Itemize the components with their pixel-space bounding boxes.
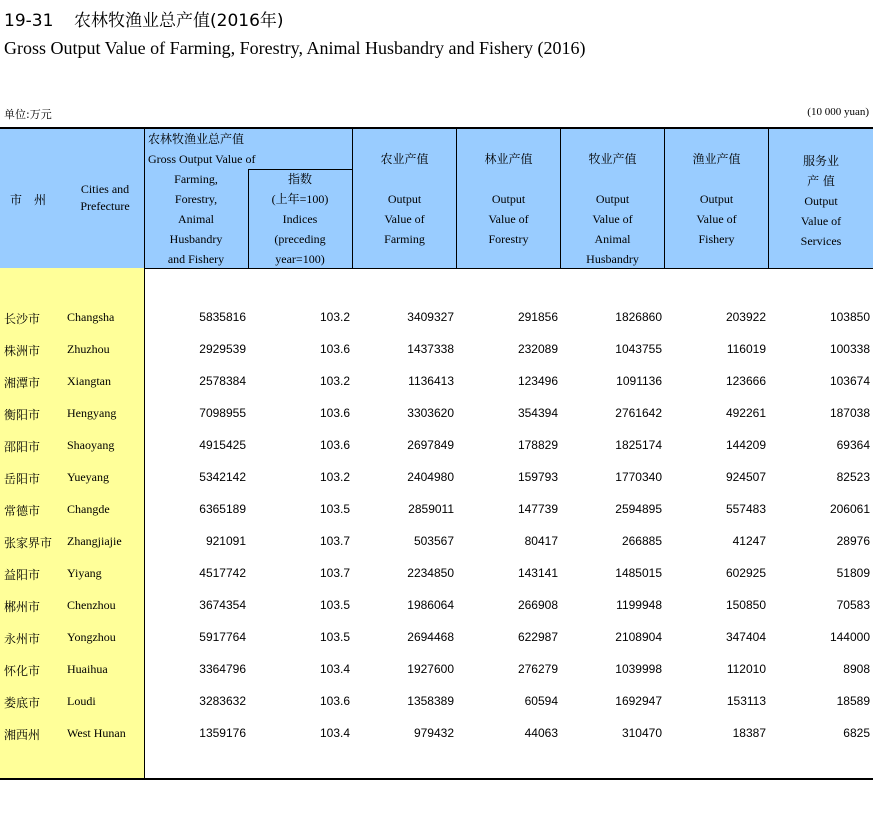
cell-farming: 3303620 [407,406,454,420]
header-animal-en-4: Husbandry [586,252,639,266]
cell-forestry: 143141 [517,566,558,580]
header-city-en-1: Cities and [80,182,130,196]
table-row [0,557,873,589]
header-divider [456,129,457,268]
header-services [769,129,873,268]
header-city-en [72,181,138,215]
cell-services: 206061 [829,502,870,516]
table-row [0,621,873,653]
unit-label-en: (10 000 yuan) [807,106,869,118]
table-header [0,127,873,268]
header-divider [664,129,665,268]
header-index-cn-2: (上年=100) [271,192,329,206]
cell-fishery: 203922 [725,310,766,324]
cell-forestry: 60594 [524,694,558,708]
cell-forestry: 80417 [524,534,558,548]
cell-animal: 1825174 [615,438,662,452]
header-services-en-3: Services [800,234,842,248]
header-index-en-2: (preceding [274,232,326,246]
cell-total: 4915425 [199,438,246,452]
table-row [0,461,873,493]
header-farming-en-2: Value of [384,212,425,226]
title-cn-text: 农林牧渔业总产值(2016年) [74,11,284,31]
city-name-cn: 湘潭市 [4,376,41,390]
cell-index: 103.7 [319,566,350,580]
cell-index: 103.2 [319,374,350,388]
cell-services: 69364 [836,438,870,452]
header-total-en-2: Farming, [174,172,218,186]
city-name-cn: 娄底市 [4,696,41,710]
header-fishery-en-3: Fishery [698,232,735,246]
cell-fishery: 41247 [732,534,766,548]
cell-index: 103.4 [319,662,350,676]
cell-animal: 1826860 [615,310,662,324]
header-services-cn-1: 服务业 [802,154,839,168]
header-fishery-cn: 渔业产值 [692,152,741,166]
city-name-cn: 张家界市 [4,536,53,550]
city-name-en: Chenzhou [67,598,116,612]
header-fishery [665,129,768,268]
cell-fishery: 112010 [726,662,766,676]
city-name-cn: 常德市 [4,504,41,518]
city-name-en: Xiangtan [67,374,111,388]
cell-services: 103850 [829,310,870,324]
cell-index: 103.6 [319,694,350,708]
cell-forestry: 622987 [517,630,558,644]
city-name-en: Yongzhou [67,630,116,644]
cell-total: 921091 [205,534,246,548]
cell-animal: 266885 [621,534,662,548]
cell-farming: 2404980 [407,470,454,484]
cell-services: 8908 [843,662,870,676]
header-total-en-rest [145,169,247,269]
cell-forestry: 123496 [517,374,558,388]
table-row [0,301,873,333]
page-title-en: Gross Output Value of Farming, Forestry, Animal Husbandry and Fishery (2016) [4,38,586,58]
header-divider [144,129,145,268]
header-index-en-3: year=100) [275,252,325,266]
header-divider [768,129,769,268]
cell-fishery: 492261 [725,406,766,420]
cell-index: 103.2 [319,470,350,484]
page-title-cn [4,6,284,31]
header-divider [248,169,249,268]
cell-index: 103.6 [319,342,350,356]
cell-animal: 1199948 [616,598,662,612]
cell-farming: 2859011 [408,502,454,516]
header-farming-en-1: Output [387,192,422,206]
header-forestry-en-2: Value of [488,212,529,226]
header-city-cn: 市 州 [10,193,47,207]
city-name-en: Zhuzhou [67,342,110,356]
cell-index: 103.5 [319,630,350,644]
cell-farming: 2234850 [407,566,454,580]
header-forestry-en-3: Forestry [488,232,529,246]
header-services-en-1: Output [804,194,838,208]
cell-animal: 1039998 [615,662,662,676]
cell-animal: 310470 [621,726,662,740]
table-row [0,365,873,397]
cell-total: 4517742 [199,566,246,580]
header-divider [352,129,353,268]
cell-forestry: 354394 [517,406,558,420]
header-fishery-en-2: Value of [696,212,737,226]
header-farming-cn: 农业产值 [380,152,429,166]
city-name-cn: 郴州市 [4,600,41,614]
cell-farming: 503567 [413,534,454,548]
header-services-cn-2: 产 值 [807,174,835,188]
header-animal-en-2: Value of [592,212,633,226]
table-row [0,685,873,717]
header-animal-en-3: Animal [594,232,631,246]
cell-farming: 1358389 [407,694,454,708]
cell-farming: 2697849 [407,438,454,452]
cell-animal: 1091136 [616,374,662,388]
cell-total: 6365189 [199,502,246,516]
table-row [0,333,873,365]
cell-animal: 1692947 [615,694,662,708]
cell-farming: 2694468 [407,630,454,644]
cell-animal: 1043755 [615,342,662,356]
cell-farming: 3409327 [407,310,454,324]
cell-total: 3674354 [199,598,246,612]
header-total-en-4: Animal [178,212,214,226]
cell-total: 5835816 [199,310,246,324]
city-name-cn: 株洲市 [4,344,41,358]
cell-index: 103.2 [319,310,350,324]
header-city-en-2: Prefecture [80,199,130,213]
city-name-en: Huaihua [67,662,108,676]
city-name-cn: 湘西州 [4,728,41,742]
cell-fishery: 924507 [725,470,766,484]
header-animal [561,129,664,268]
table-row [0,589,873,621]
cell-farming: 1136413 [408,374,454,388]
header-farming [353,129,456,268]
header-forestry-en-1: Output [491,192,526,206]
city-name-en: Yiyang [67,566,102,580]
cell-total: 2578384 [199,374,246,388]
city-name-cn: 永州市 [4,632,41,646]
header-services-en-2: Value of [800,214,842,228]
cell-index: 103.7 [319,534,350,548]
cell-fishery: 123666 [725,374,766,388]
cell-animal: 2594895 [615,502,662,516]
city-name-en: Loudi [67,694,96,708]
header-animal-cn: 牧业产值 [588,152,637,166]
header-divider [560,129,561,268]
header-total-en-5: Husbandry [169,232,223,246]
table-bottom-rule [0,778,873,780]
cell-fishery: 18387 [732,726,766,740]
table-row [0,525,873,557]
cell-services: 51809 [836,566,870,580]
cell-forestry: 147739 [517,502,558,516]
cell-index: 103.5 [319,598,350,612]
cell-total: 5342142 [199,470,246,484]
header-index [248,169,352,268]
header-city [0,129,144,268]
cell-animal: 2761642 [615,406,662,420]
cell-forestry: 178829 [517,438,558,452]
city-name-cn: 邵阳市 [4,440,41,454]
cell-services: 6825 [843,726,870,740]
unit-label-cn: 单位:万元 [4,108,52,121]
city-name-en: Changsha [67,310,115,324]
cell-animal: 1485015 [615,566,662,580]
cell-farming: 979432 [413,726,454,740]
cell-total: 3364796 [199,662,246,676]
table-row [0,493,873,525]
table-number: 19-31 [4,11,54,31]
cell-services: 100338 [829,342,870,356]
cell-services: 70583 [836,598,870,612]
cell-animal: 2108904 [615,630,662,644]
cell-fishery: 144209 [725,438,766,452]
city-name-cn: 岳阳市 [4,472,41,486]
cell-forestry: 291856 [517,310,558,324]
cell-forestry: 232089 [517,342,558,356]
cell-forestry: 276279 [517,662,558,676]
city-name-en: Yueyang [67,470,109,484]
cell-index: 103.6 [319,438,350,452]
table-row [0,653,873,685]
cell-farming: 1927600 [407,662,454,676]
header-total-cn: 农林牧渔业总产值 [148,132,245,146]
cell-fishery: 557483 [725,502,766,516]
cell-fishery: 347404 [725,630,766,644]
header-total-en-6: and Fishery [167,252,225,266]
cell-fishery: 153113 [726,694,766,708]
cell-services: 187038 [829,406,870,420]
header-index-en-1: Indices [282,212,318,226]
city-name-en: Shaoyang [67,438,115,452]
cell-animal: 1770340 [615,470,662,484]
cell-forestry: 266908 [517,598,558,612]
cell-index: 103.4 [319,726,350,740]
table-row [0,429,873,461]
city-name-cn: 衡阳市 [4,408,41,422]
cell-total: 3283632 [199,694,246,708]
cell-total: 1359176 [199,726,246,740]
city-name-en: Hengyang [67,406,117,420]
cell-fishery: 116019 [726,342,766,356]
cell-fishery: 150850 [725,598,766,612]
cell-services: 103674 [829,374,870,388]
table-row [0,397,873,429]
city-name-cn: 怀化市 [4,664,41,678]
header-index-cn-1: 指数 [287,172,312,186]
cell-total: 2929539 [199,342,246,356]
cell-farming: 1986064 [407,598,454,612]
cell-farming: 1437338 [407,342,454,356]
cell-forestry: 159793 [517,470,558,484]
header-total-en-3: Forestry, [174,192,218,206]
cell-services: 18589 [836,694,870,708]
city-name-cn: 长沙市 [4,312,41,326]
header-farming-en-3: Farming [384,232,425,246]
city-name-en: Zhangjiajie [67,534,122,548]
cell-index: 103.6 [319,406,350,420]
header-fishery-en-1: Output [699,192,734,206]
header-total-en-1: Gross Output Value of [148,152,256,166]
city-name-en: West Hunan [67,726,126,740]
header-animal-en-1: Output [595,192,630,206]
cell-index: 103.5 [319,502,350,516]
cell-services: 28976 [836,534,870,548]
cell-fishery: 602925 [725,566,766,580]
header-forestry-cn: 林业产值 [484,152,533,166]
city-name-cn: 益阳市 [4,568,41,582]
header-divider [248,169,352,170]
header-forestry [457,129,560,268]
cell-total: 5917764 [199,630,246,644]
cell-forestry: 44063 [524,726,558,740]
table-row [0,717,873,749]
cell-total: 7098955 [199,406,246,420]
cell-services: 144000 [829,630,870,644]
city-name-en: Changde [67,502,110,516]
cell-services: 82523 [836,470,870,484]
